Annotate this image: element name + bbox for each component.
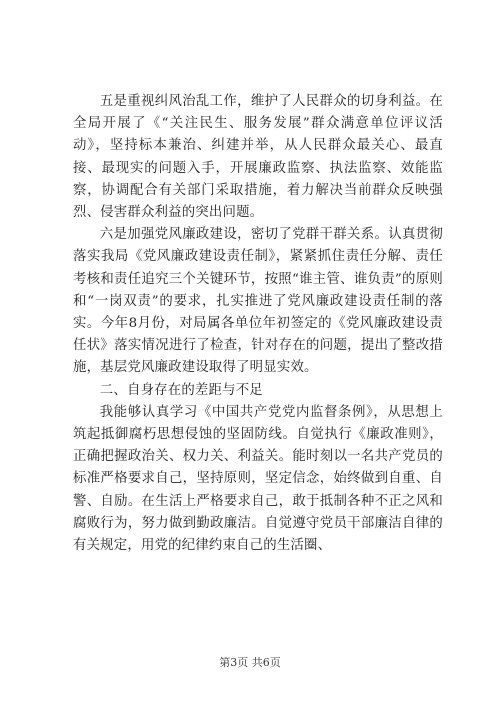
- paragraph-self-review: 我能够认真学习《中国共产党党内监督条例》，从思想上筑起抵御腐朽思想侵蚀的坚固防线。自觉执行《廉政准则》，正确把握政治关、权力关、利益关。能时刻以一名共产党员的标准严格要求自己，坚持原则，坚定信念，始终做到自重、自警、自励。在生活上严格要求自己，敢于抵制各种不正之风和腐败行为，努力做到勤政廉洁。自觉遵守党员干部廉洁自律的有关规定，用党的纪律约束自己的生活圈、: [73, 404, 443, 554]
- section-heading-shortcomings: 二、自身存在的差距与不足: [99, 382, 263, 398]
- paragraph-5-redress: 五是重视纠风治乱工作，维护了人民群众的切身利益。在全局开展了《“关注民生、服务发展”群众满意单位评议活动》，坚持标本兼治、纠建并举，从人民群众最关心、最直接、最现实的问题入手，开展廉政监察、执法监察、效能监察，协调配合有关部门采取措施，着力解决当前群众反映强烈、侵害群众利益的突出问题。: [73, 94, 443, 221]
- paragraph-6-party-conduct: 六是加强党风廉政建设，密切了党群干群关系。认真贯彻落实我局《党风廉政建设责任制》，紧紧抓住责任分解、责任考核和责任追究三个关键环节，按照“谁主管、谁负责”的原则和“一岗双责”的要求，扎实推进了党风廉政建设责任制的落实。今年8月份，对局属各单位年初签定的《党风廉政建设责任状》落实情况进行了检查，针对存在的问题，提出了整改措施，基层党风廉政建设取得了明显实效。: [73, 227, 443, 376]
- page-footer: 第3页 共6页: [219, 656, 281, 669]
- document-body: [73, 91, 443, 557]
